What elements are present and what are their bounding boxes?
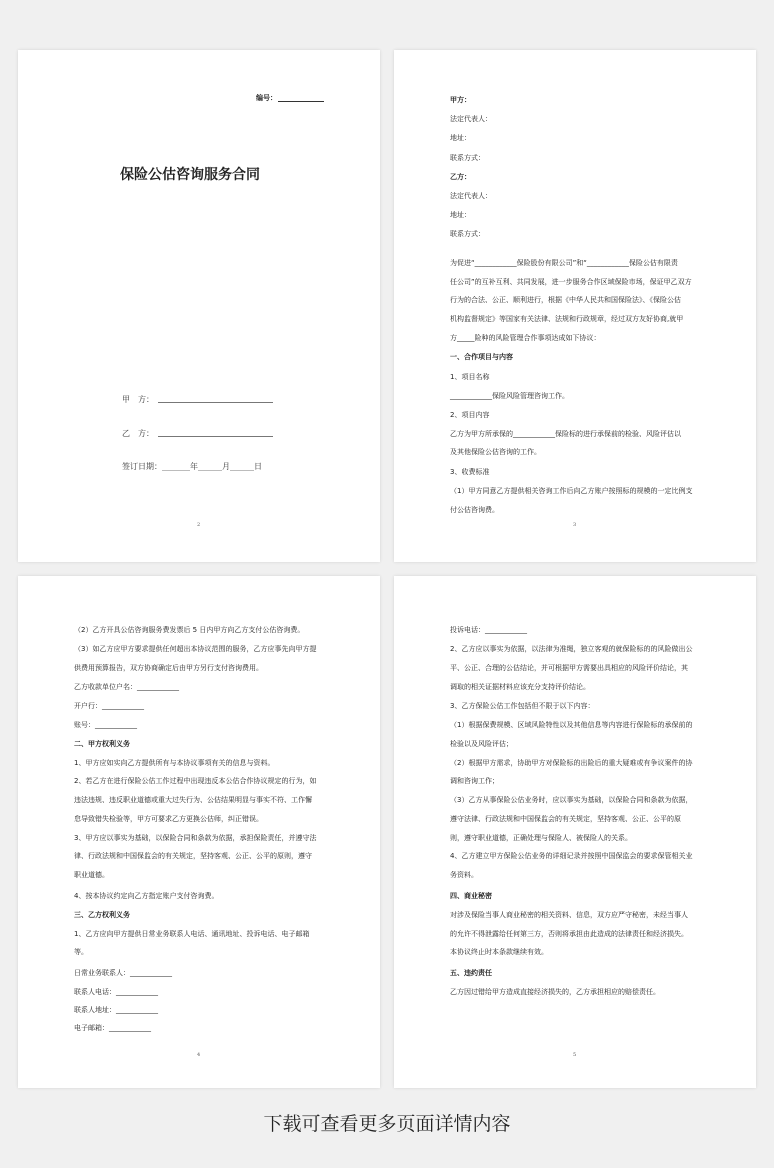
text-line: 职业道德。 [74,871,109,879]
text-line: 法定代表人： [450,115,492,123]
text-line: 付公估咨询费。 [450,506,499,514]
text-line: 调和咨询工作； [450,777,499,785]
text-line: 及其他保险公估咨询的工作。 [450,448,541,456]
section-heading: 甲方： [450,96,471,104]
page-number: 4 [197,1052,201,1058]
party-b-label: 乙 方： [122,429,154,438]
text-line: 日常业务联系人：____________ [74,969,172,977]
text-line: 联系方式： [450,230,485,238]
section-heading: 一、合作项目与内容 [450,353,513,361]
text-line: 账号：____________ [74,721,137,729]
text-line: 违法违规、违反职业道德或重大过失行为、公估结果明显与事实不符、工作懈 [74,796,312,804]
contract-page-4 [18,576,380,1088]
text-line: 机构监督规定》等国家有关法律、法规和行政规章，经过双方友好协商,就甲 [450,315,684,323]
sign-date: 签订日期：_______年______月______日 [122,462,262,471]
text-line: 1、项目名称 [450,373,490,381]
contract-title: 保险公估咨询服务合同 [120,167,260,183]
text-line: 1、甲方应如实向乙方提供所有与本协议事项有关的信息与资料。 [74,759,275,767]
text-line: 法定代表人： [450,192,492,200]
contract-cover-page [18,50,380,562]
text-line: （1）甲方同意乙方提供相关咨询工作后向乙方账户按照标的规模的一定比例支 [450,487,693,495]
text-line: 2、项目内容 [450,411,490,419]
text-line: 则，遵守职业道德，正确处理与保险人、被保险人的关系。 [450,834,632,842]
text-line: 地址： [450,134,471,142]
text-line: 律、行政法规和中国保监会的有关规定，坚持客观、公正、公平的原则，遵守 [74,852,312,860]
text-line: 供费用预算报告，双方协商确定后由甲方另行支付咨询费用。 [74,664,263,672]
text-line: 调取的相关证据材料应该充分支持评价结论。 [450,683,590,691]
party-b-line [158,436,273,437]
text-line: （1）根据保费规模、区域风险特性以及其他信息等内容进行保险标的承保前的 [450,721,693,729]
text-line: 方_____险种的风险管理合作事项达成如下协议： [450,334,601,342]
text-line: 3、收费标准 [450,468,490,476]
text-line: 为促进“____________保险股份有限公司”和“____________保险公估有限责 [450,259,678,267]
text-line: 投诉电话：____________ [450,626,527,634]
page-number: 2 [197,522,201,528]
doc-number-line [278,101,324,102]
text-line: 开户行：____________ [74,702,144,710]
text-line: （3）乙方从事保险公估业务时，应以事实为基础，以保险合同和条款为依据， [450,796,693,804]
section-heading: 五、违约责任 [450,969,492,977]
section-heading: 二、甲方权利义务 [74,740,130,748]
text-line: 务资料。 [450,871,478,879]
text-line: 平、公正、合理的公估结论，并可根据甲方需要出具相应的风险评价结论，其 [450,664,688,672]
text-line: 对涉及保险当事人商业秘密的相关资料、信息，双方应严守秘密，未经当事人 [450,911,688,919]
section-heading: 四、商业秘密 [450,892,492,900]
text-line: 3、乙方保险公估工作包括但不限于以下内容： [450,702,595,710]
text-line: 联系人电话：____________ [74,988,158,996]
party-a-line [158,402,273,403]
text-line: 2、若乙方在进行保险公估工作过程中出现违反本公估合作协议规定的行为，如 [74,777,317,785]
text-line: 乙方因过错给甲方造成直接经济损失的，乙方承担相应的赔偿责任。 [450,988,660,996]
text-line: 怠导致错失检验等，甲方可要求乙方更换公估师，纠正错误。 [74,815,263,823]
section-heading: 三、乙方权利义务 [74,911,130,919]
text-line: 的允许不得泄露给任何第三方，否则将承担由此造成的法律责任和经济损失。 [450,930,688,938]
text-line: 1、乙方应向甲方提供日常业务联系人电话、通讯地址、投诉电话、电子邮箱 [74,930,310,938]
text-line: 2、乙方应以事实为依据，以法律为准绳，独立客观的就保险标的的风险做出公 [450,645,693,653]
text-line: （2）根据甲方需求，协助甲方对保险标的出险后的重大疑难或有争议案件的协 [450,759,693,767]
doc-number-label: 编号： [256,94,277,102]
text-line: 检验以及风险评估； [450,740,513,748]
text-line: 遵守法律、行政法规和中国保监会的有关规定，坚持客观、公正、公平的原 [450,815,681,823]
text-line: 3、甲方应以事实为基础，以保险合同和条款为依据，承担保险责任，并遵守法 [74,834,317,842]
text-line: 联系方式： [450,154,485,162]
party-a-label: 甲 方： [122,395,154,404]
download-prompt: 下载可查看更多页面详情内容 [263,1113,511,1135]
text-line: 电子邮箱：____________ [74,1024,151,1032]
text-line: 地址： [450,211,471,219]
text-line: （3）如乙方应甲方要求提供任何超出本协议范围的服务，乙方应事先向甲方提 [74,645,317,653]
text-line: 行为的合法、公正、顺利进行，根据《中华人民共和国保险法》、《保险公估 [450,296,681,304]
text-line: 等。 [74,948,88,956]
contract-page-3 [394,50,756,562]
text-line: 乙方收款单位户名：____________ [74,683,179,691]
text-line: （2）乙方开具公估咨询服务费发票后 5 日内甲方向乙方支付公估咨询费。 [74,626,305,634]
text-line: 任公司”的互补互利、共同发展，进一步服务合作区域保险市场，保证甲乙双方 [450,278,692,286]
text-line: 4、按本协议约定向乙方指定账户支付咨询费。 [74,892,219,900]
text-line: 4、乙方建立甲方保险公估业务的详细记录并按照中国保监会的要求保管相关业 [450,852,693,860]
contract-page-5 [394,576,756,1088]
text-line: 联系人地址：____________ [74,1006,158,1014]
text-line: ____________保险风险管理咨询工作。 [450,392,569,400]
text-line: 乙方为甲方所承保的____________保险标的进行承保前的检验、风险评估以 [450,430,681,438]
text-line: 本协议终止时本条款继续有效。 [450,948,548,956]
section-heading: 乙方： [450,173,471,181]
page-number: 3 [573,522,577,528]
page-number: 5 [573,1052,577,1058]
